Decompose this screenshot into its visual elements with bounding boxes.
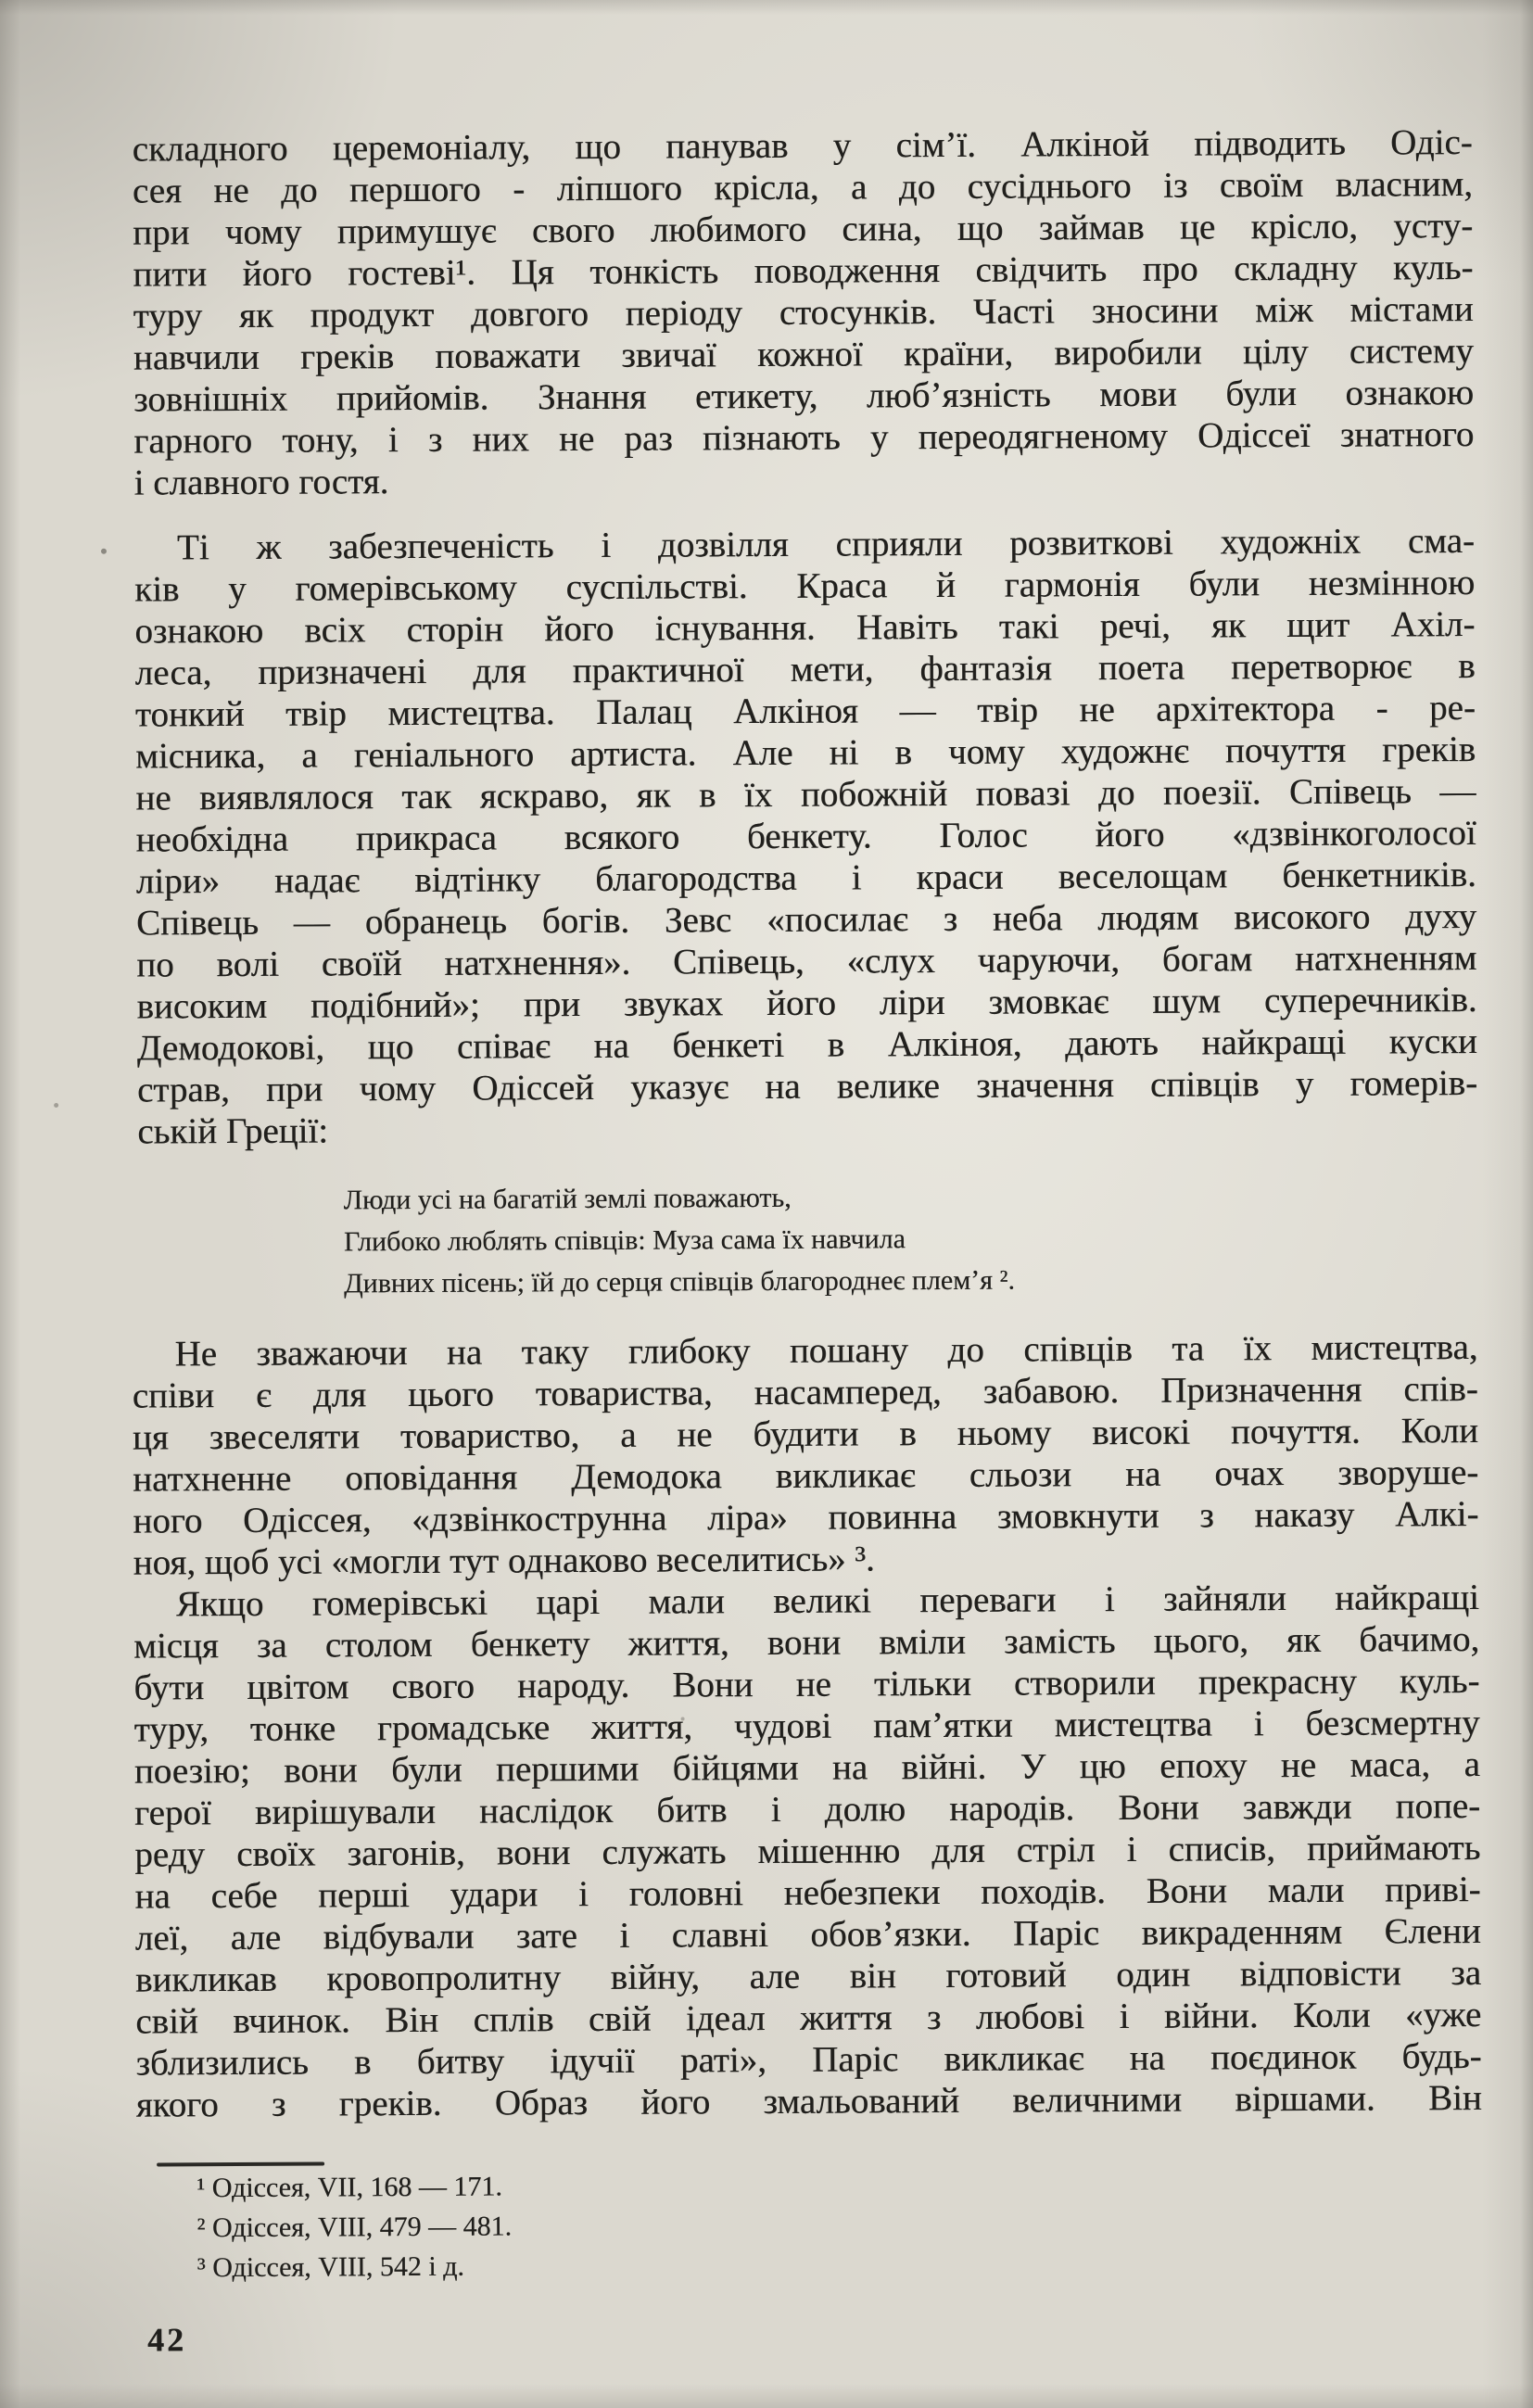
text-line: і славного гостя. (133, 462, 389, 503)
text-line: місця за столом бенкету життя, вони вміли замість цього, як бачимо, (133, 1618, 1480, 1667)
text-line: співи є для цього товариства, насамперед, забавою. Призначення спів- (132, 1368, 1478, 1416)
text-line: леса, призначені для практичної мети, фантазія поета перетворює в (134, 645, 1476, 693)
paragraph (134, 520, 1478, 1153)
text-line: герої вирішували наслідок битв і долю народів. Вони завжди попе- (133, 1785, 1481, 1833)
paragraph (133, 121, 1475, 504)
text-line: Ті ж забезпеченість і дозвілля сприяли розвиткові художніх сма- (176, 520, 1476, 568)
text-line: бути цвітом свого народу. Вони не тільки створили прекрасну куль- (133, 1660, 1480, 1708)
text-line: Співець — обранець богів. Зевс «посилає з неба людям високого духу (135, 895, 1477, 944)
text-line: якого з греків. Образ його змальований величними віршами. Він (135, 2077, 1482, 2125)
text-line: ків у гомерівському суспільстві. Краса й гармонія були незмінною (134, 562, 1476, 610)
text-line: гарного тону, і з них не раз пізнають у переодягненому Одіссеї знатного (133, 413, 1475, 462)
text-line: ного Одіссея, «дзвінкострунна ліра» повинна змовкнути з наказу Алкі- (133, 1493, 1479, 1541)
paragraph (132, 1326, 1478, 1584)
text-line: натхненне оповідання Демодока викликає сльози на очах зворуше- (133, 1451, 1479, 1500)
verse-line: Дивних пісень; їй до серця співців благороднеє плем’я ². (344, 1264, 1015, 1299)
text-line: місника, а геніального артиста. Але ні в чому художнє почуття греків (135, 729, 1476, 777)
page-number: 42 (146, 2321, 187, 2359)
text-line: по волі своїй натхнення». Співець, «слух чаруючи, богам натхненням (136, 937, 1477, 985)
main-text-lower (132, 1326, 1481, 2126)
verse-line: Глибоко люблять співців: Муза сама їх навчила (343, 1223, 906, 1258)
text-line: свій вчинок. Він сплів свій ідеал життя з любові і війни. Коли «уже (135, 1994, 1482, 2042)
text-line: зблизились в битву ідучії раті», Паріс викликає на поєдинок будь- (135, 2035, 1482, 2084)
text-line: на себе перші удари і головні небезпеки походів. Вони мали приві- (134, 1869, 1481, 1917)
footnotes (196, 2164, 1032, 2288)
footnote: ¹ Одіссея, VII, 168 — 171. (196, 2171, 502, 2204)
text-line: страв, при чому Одіссей указує на велике значення співців у гомерів- (136, 1062, 1478, 1110)
text-line: Демодокові, що співає на бенкеті в Алкіноя, дають найкращі куски (136, 1020, 1477, 1069)
text-line: зовнішніх прийомів. Знання етикету, люб’язність мови були ознакою (133, 372, 1475, 420)
scan-speck (101, 549, 107, 554)
text-line: туру, тонке громадське життя, чудові пам’ятки мистецтва і безсмертну (133, 1702, 1480, 1750)
footnote-rule (157, 2162, 324, 2167)
scan-speck (54, 1103, 58, 1108)
text-line: леї, але відбували зате і славні обов’язки. Паріс викраденням Єлени (134, 1910, 1481, 1958)
text-line: ознакою всіх сторін його існування. Навіть такі речі, як щит Ахіл- (134, 603, 1476, 652)
text-line: пити його гостеві¹. Ця тонкість поводження свідчить про складну куль- (133, 247, 1474, 295)
text-line: тонкий твір мистецтва. Палац Алкіноя — твір не архітектора - ре- (134, 687, 1476, 735)
text-line: викликав кровопролитну війну, але він готовий один відповісти за (134, 1952, 1482, 2000)
text-line: Не зважаючи на таку глибоку пошану до співців та їх мистецтва, (174, 1326, 1478, 1375)
text-line: високим подібний»; при звуках його ліри змовкає шум суперечників. (136, 979, 1477, 1027)
text-line: Якщо гомерівські царі мали великі переваги і зайняли найкращі (175, 1577, 1480, 1625)
text-line: складного церемоніалу, що панував у сім’ї. Алкіной підводить Одіс- (132, 121, 1473, 170)
text-line: необхідна прикраса всякого бенкету. Голос його «дзвінкоголосої (135, 812, 1476, 860)
text-line: ській Греції: (137, 1110, 329, 1152)
verse-quote (344, 1173, 1411, 1304)
verse-line: Люди усі на багатій землі поважають, (343, 1182, 792, 1216)
text-line: не виявлялося так яскраво, як в їх побожній повазі до поезії. Співець — (135, 770, 1476, 818)
text-line: ця звеселяти товариство, а не будити в ньому високі почуття. Коли (132, 1410, 1479, 1458)
text-line: при чому примушує свого любимого сина, що займав це крісло, усту- (133, 205, 1474, 253)
scan-speck (681, 1717, 685, 1720)
text-line: ліри» надає відтінку благородства і краси веселощам бенкетників. (135, 854, 1476, 902)
main-text-upper (133, 121, 1478, 1153)
text-line: реду своїх загонів, вони служать мішенню для стріл і списів, приймають (134, 1827, 1481, 1875)
text-line: ноя, щоб усі «могли тут однаково веселитись» ³. (133, 1539, 875, 1583)
paragraph (133, 1577, 1482, 2126)
text-line: сея не до першого - ліпшого крісла, а до сусіднього із своїм власним, (132, 163, 1474, 211)
text-line: туру як продукт довгого періоду стосунків. Часті зносини між містами (133, 288, 1474, 336)
text-line: навчили греків поважати звичаї кожної країни, виробили цілу систему (133, 330, 1474, 378)
footnote: ³ Одіссея, VIII, 542 і д. (196, 2250, 464, 2284)
text-line: поезію; вони були першими бійцями на війні. У цю епоху не маса, а (133, 1743, 1480, 1792)
footnote: ² Одіссея, VIII, 479 — 481. (196, 2211, 513, 2244)
